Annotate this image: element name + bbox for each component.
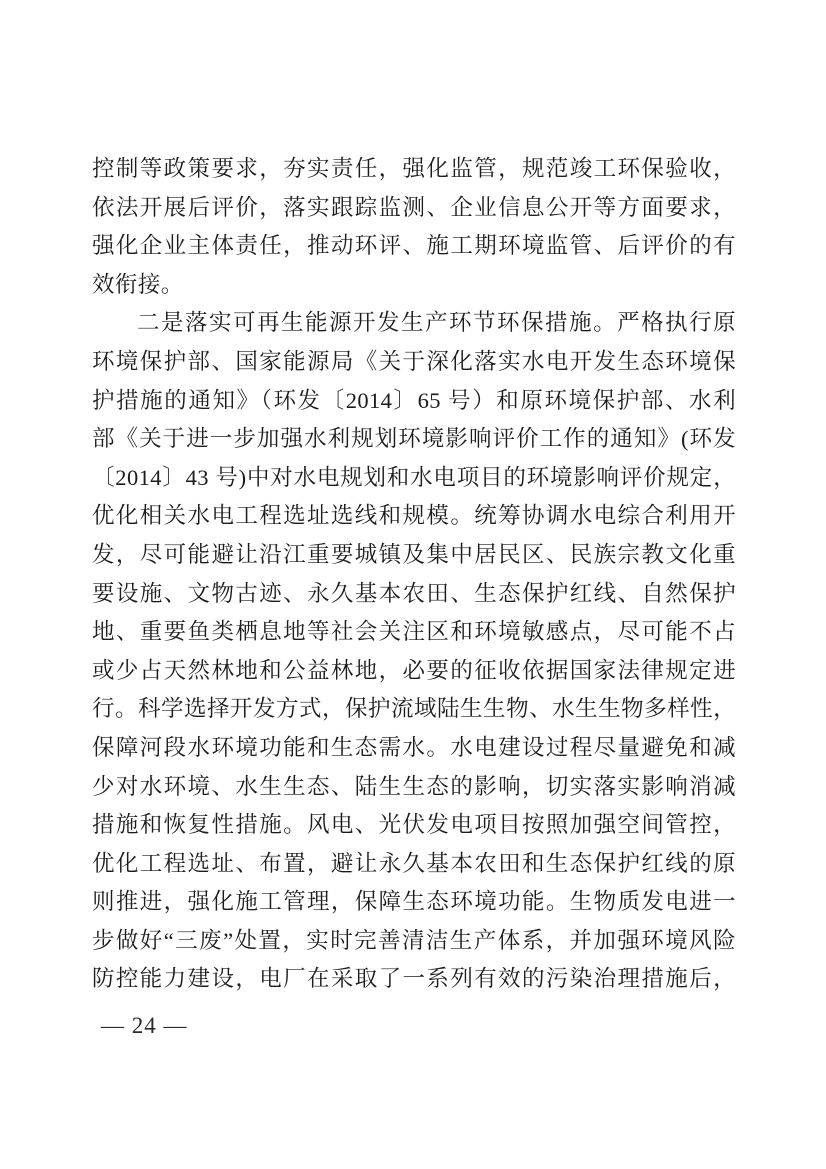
text-line: 〔2014〕43 号)中对水电规划和水电项目的环境影响评价规定， <box>92 464 736 490</box>
text-line: 护措施的通知》（环发〔2014〕65 号）和原环境保护部、水利 <box>92 387 736 413</box>
text-line: 要设施、文物古迹、永久基本农田、生态保护红线、自然保护 <box>92 580 736 606</box>
text-line: 部《关于进一步加强水利规划环境影响评价工作的通知》(环发 <box>92 426 736 452</box>
text-line: 保障河段水环境功能和生态需水。水电建设过程尽量避免和减 <box>92 734 736 760</box>
text-line: 优化相关水电工程选址选线和规模。统筹协调水电综合利用开 <box>92 503 736 529</box>
text-line: 步做好“三废”处置，实时完善清洁生产体系，并加强环境风险 <box>92 927 736 953</box>
text-line: 地、重要鱼类栖息地等社会关注区和环境敏感点，尽可能不占 <box>92 619 736 645</box>
text-line: 依法开展后评价，落实跟踪监测、企业信息公开等方面要求， <box>92 194 736 220</box>
text-line: 措施和恢复性措施。风电、光伏发电项目按照加强空间管控， <box>92 812 736 838</box>
body-text <box>92 150 736 999</box>
text-line: 强化企业主体责任，推动环评、施工期环境监管、后评价的有 <box>92 233 736 259</box>
page-number-footer: — 24 — <box>101 1013 188 1038</box>
text-line: 优化工程选址、布置，避让永久基本农田和生态保护红线的原 <box>92 850 736 876</box>
text-line: 控制等政策要求，夯实责任，强化监管，规范竣工环保验收， <box>92 156 736 181</box>
text-line: 则推进，强化施工管理，保障生态环境功能。生物质发电进一 <box>92 889 736 915</box>
text-line: 或少占天然林地和公益林地，必要的征收依据国家法律规定进 <box>92 657 736 683</box>
text-line: 发，尽可能避让沿江重要城镇及集中居民区、民族宗教文化重 <box>92 541 736 567</box>
text-line: 二是落实可再生能源开发生产环节环保措施。严格执行原 <box>137 310 736 336</box>
text-line: 行。科学选择开发方式，保护流域陆生生物、水生生物多样性， <box>92 696 736 722</box>
text-line: 环境保护部、国家能源局《关于深化落实水电开发生态环境保 <box>92 348 736 374</box>
text-line: 效衔接。 <box>92 271 184 297</box>
text-line: 防控能力建设，电厂在采取了一系列有效的污染治理措施后， <box>92 966 736 992</box>
text-line: 少对水环境、水生生态、陆生生态的影响，切实落实影响消减 <box>92 773 736 799</box>
